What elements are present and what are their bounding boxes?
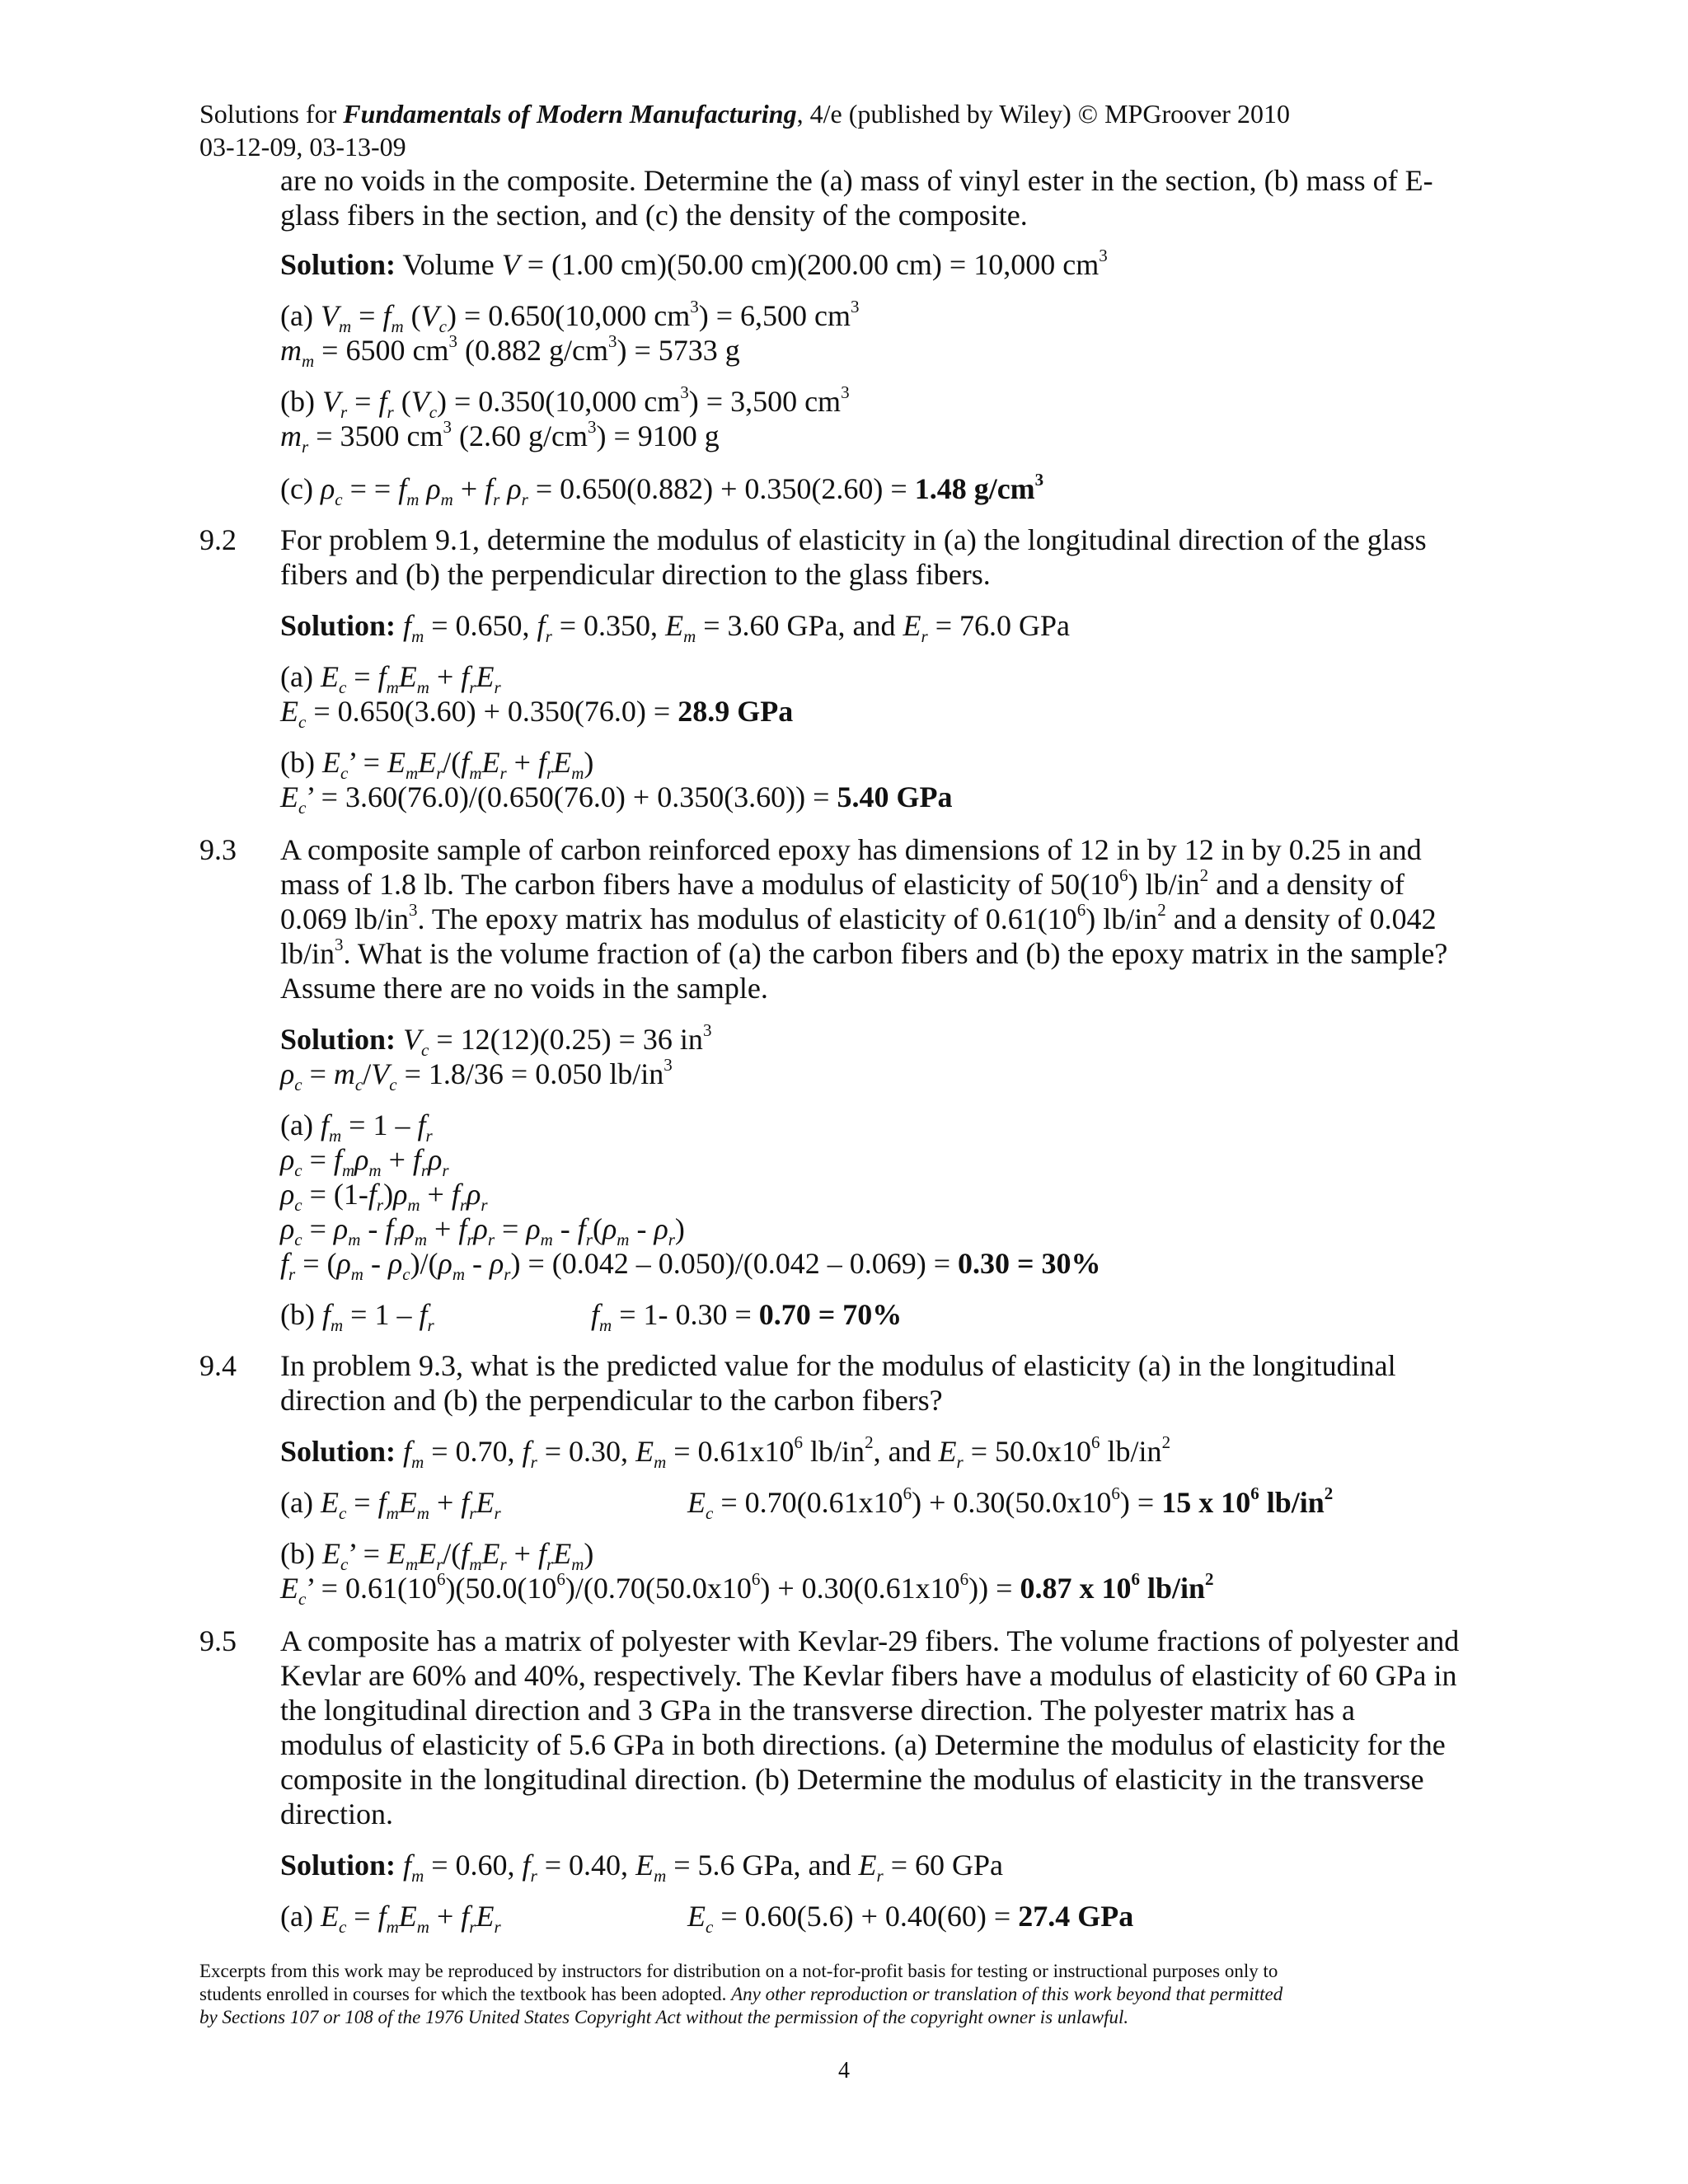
page-header	[199, 97, 1551, 163]
problem-number: 9.4	[199, 1349, 237, 1382]
footer-line: students enrolled in courses for which the textbook has been adopted. Any other reproduction or translation of this work beyond that permitted	[199, 1984, 1283, 2004]
text-line: direction.	[280, 1797, 393, 1830]
equation-line: (b) $f_m = 1 - f_r$	[280, 1298, 434, 1336]
equation-line: $E_c$’ = $0.61(10^6)(50.0(10^6)/(0.70(50.0x10^6) + 0.30(0.61x10^6)) = 0.87$ x $10^6$ $lb/in^2$	[280, 1569, 1214, 1610]
equation-line: $E_c = 0.60(5.6) + 0.40(60) = 27.4$ GPa	[687, 1900, 1134, 1938]
text-line: direction and (b) the perpendicular to the carbon fibers?	[280, 1384, 943, 1417]
text-line: glass fibers in the section, and (c) the density of the composite.	[280, 199, 1028, 232]
equation-line: (a) $V_m = f_m$ $(V_c) = 0.650(10,000$ $cm^3) = 6,500$ $cm^3$	[280, 297, 860, 337]
equation-line: (b) $E_c$’ = $E_mE_r/(f_mE_r + f_rE_m)$	[280, 746, 594, 784]
equation-line: (b) $E_c$’ = $E_mE_r/(f_mE_r + f_rE_m)$	[280, 1537, 594, 1575]
equation-line: $m_m = 6500$ $cm^3$ (0.882 $g/cm^3) = 5733$ g	[280, 331, 740, 372]
text-line: For problem 9.1, determine the modulus of elasticity in (a) the longitudinal direction of the glass	[280, 523, 1427, 556]
text-line: composite in the longitudinal direction. (b) Determine the modulus of elasticity in the transverse	[280, 1763, 1424, 1796]
equation-line: $\rho_c = f_m\rho_m + f_r\rho_r$	[280, 1143, 449, 1181]
solution-line: Solution: $f_m = 0.650$, $f_r = 0.350$, $E_m = 3.60$ GPa, and $E_r = 76.0$ GPa	[280, 609, 1071, 647]
equation-line: (b) $V_r = f_r$ $(V_c) = 0.350(10,000$ $cm^3) = 3,500$ $cm^3$	[280, 382, 850, 423]
equation-line: $E_c = 0.70(0.61x10^6) + 0.30(50.0x10^6) = 15$ x $10^6$ $lb/in^2$	[687, 1483, 1334, 1524]
equation-line: (a) $f_m = 1 - f_r$	[280, 1108, 433, 1146]
solution-line: Solution: $V_c = 12(12)(0.25) = 36$ $in^3$	[280, 1020, 712, 1061]
text-line: Kevlar are 60% and 40%, respectively. The Kevlar fibers have a modulus of elasticity of 60 GPa in	[280, 1659, 1457, 1692]
text-line: modulus of elasticity of 5.6 GPa in both directions. (a) Determine the modulus of elasticity for the	[280, 1728, 1446, 1761]
problem-number: 9.5	[199, 1624, 237, 1657]
problem-number: 9.2	[199, 523, 237, 556]
equation-line: $E_c$’ = 3.60(76.0)/(0.650(76.0) + 0.350(3.60)) = 5.40 GPa	[280, 780, 953, 818]
equation-line: (a) $E_c = f_mE_m + f_rE_r$	[280, 660, 501, 698]
equation-line: $\rho_c = m_c/V_c = 1.8/36 = 0.050$ $lb/in^3$	[280, 1055, 673, 1095]
text-line: $lb/in^3$. What is the volume fraction of (a) the carbon fibers and (b) the epoxy matrix in the sample?	[280, 935, 1448, 970]
problem-number: 9.3	[199, 833, 237, 866]
text-line: fibers and (b) the perpendicular direction to the glass fibers.	[280, 558, 991, 591]
equation-line: $E_c = 0.650(3.60) + 0.350(76.0) = 28.9$ GPa	[280, 695, 794, 733]
equation-line: $f_r = (\rho_m - \rho_c)/(\rho_m - \rho_r) = (0.042 - 0.050)/(0.042 - 0.069) = 0.30 = 30\%$	[280, 1247, 1101, 1285]
header-line-1: Solutions for Fundamentals of Modern Manufacturing, 4/e (published by Wiley) © MPGroover 2010	[199, 99, 1290, 129]
text-line: In problem 9.3, what is the predicted value for the modulus of elasticity (a) in the longitudinal	[280, 1349, 1396, 1382]
equation-line: $f_m = 1-$ 0.30 = 0.70 = 70%	[591, 1298, 903, 1336]
equation-line: $\rho_c = \rho_m - f_r\rho_m + f_r\rho_r = \rho_m - f_r(\rho_m - \rho_r)$	[280, 1212, 685, 1250]
page-number: 4	[838, 2058, 850, 2083]
equation-line: (a) $E_c = f_mE_m + f_rE_r$	[280, 1900, 501, 1938]
equation-line: (a) $E_c = f_mE_m + f_rE_r$	[280, 1486, 501, 1524]
equation-line: $m_r = 3500$ $cm^3$ (2.60 $g/cm^3) = 9100$ g	[280, 417, 720, 457]
text-line: Assume there are no voids in the sample.	[280, 972, 768, 1005]
text-line: 0.069 $lb/in^3$. The epoxy matrix has modulus of elasticity of $0.61(10^6)$ $lb/in^2$ and a density of 0.042	[280, 900, 1437, 935]
text-line: the longitudinal direction and 3 GPa in the transverse direction. The polyester matrix has a	[280, 1694, 1355, 1727]
footer-line: Excerpts from this work may be reproduced by instructors for distribution on a not-for-profit basis for testing or instructional purposes only to	[199, 1961, 1278, 1981]
footer-line: by Sections 107 or 108 of the 1976 United States Copyright Act without the permission of the copyright owner is unlawful.	[199, 2007, 1129, 2027]
text-line: are no voids in the composite. Determine the (a) mass of vinyl ester in the section, (b) mass of E-	[280, 164, 1433, 197]
equation-line: (c) $\rho_c$ = = $f_m$ $\rho_m + f_r$ $\rho_r = 0.650(0.882) + 0.350(2.60) = 1.48$ $g/cm^3$	[280, 470, 1044, 510]
solution-line: Solution: $f_m = 0.60$, $f_r = 0.40$, $E_m = 5.6$ GPa, and $E_r = 60$ GPa	[280, 1849, 1004, 1886]
text-line: A composite sample of carbon reinforced epoxy has dimensions of 12 in by 12 in by 0.25 in and	[280, 833, 1422, 866]
solution-line: Solution: Volume V = (1.00 cm)(50.00 cm)(200.00 cm) = 10,000 $cm^3$	[280, 246, 1108, 281]
text-line: A composite has a matrix of polyester with Kevlar-29 fibers. The volume fractions of polyester and	[280, 1624, 1460, 1657]
solution-line: Solution: $f_m = 0.70$, $f_r = 0.30$, $E_m = 0.61x10^6$ $lb/in^2$, and $E_r = 50.0x10^6$ $lb/in^2$	[280, 1432, 1171, 1473]
header-dates: 03-12-09, 03-13-09	[199, 132, 406, 162]
text-line: mass of 1.8 lb. The carbon fibers have a modulus of elasticity of $50(10^6)$ $lb/in^2$ and a density of	[280, 865, 1405, 901]
equation-line: $\rho_c = (1-f_r)\rho_m + f_r\rho_r$	[280, 1178, 488, 1216]
copyright-footer	[199, 1960, 1493, 2029]
